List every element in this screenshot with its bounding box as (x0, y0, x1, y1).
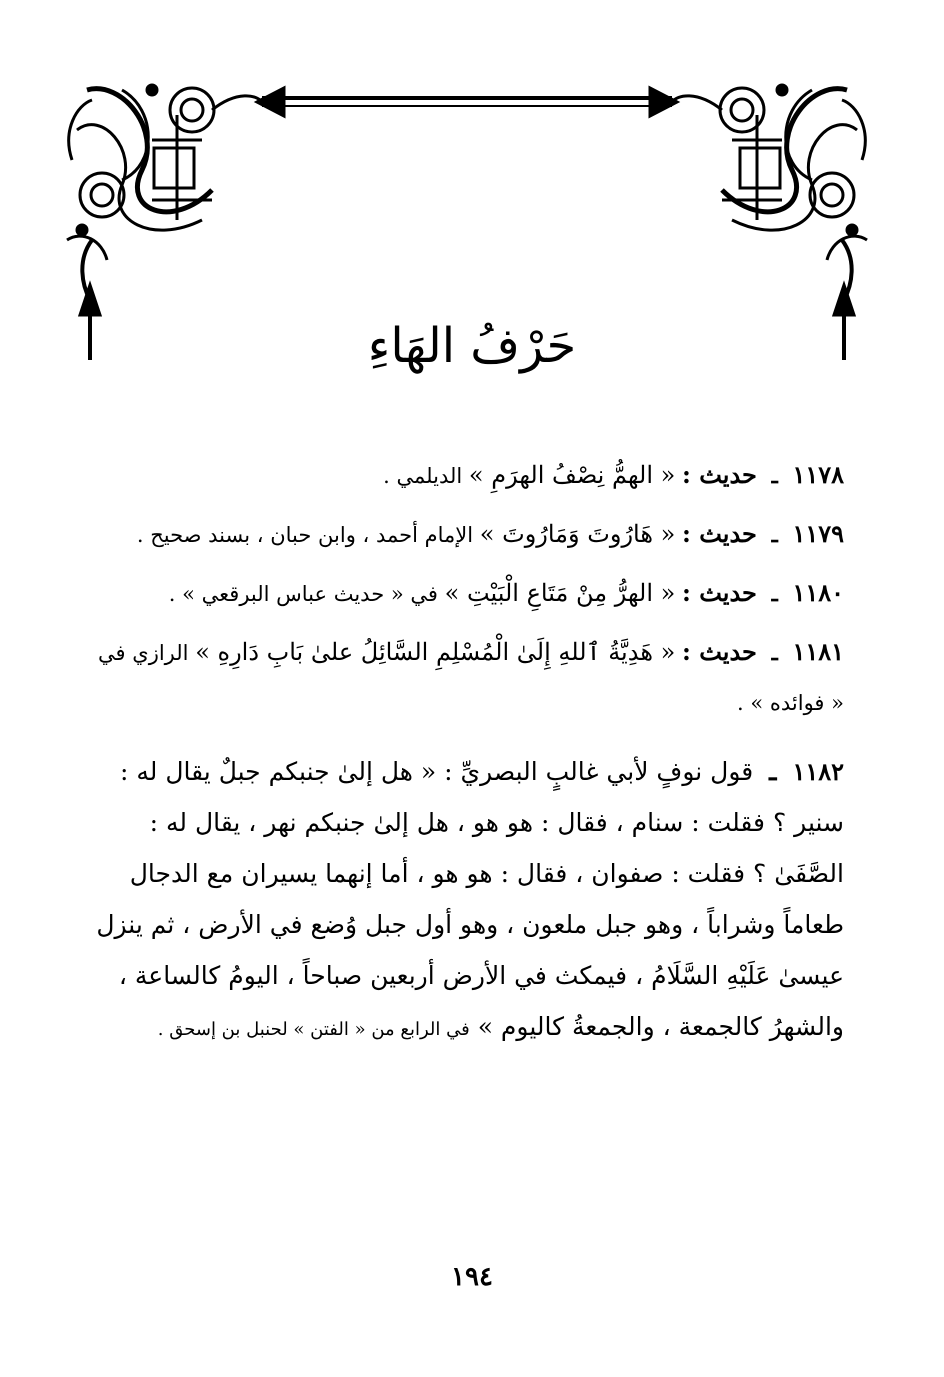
entry-number: ١١٧٨ (792, 460, 844, 489)
hadith-text: « الهرُّ مِنْ مَتَاعِ الْبَيْتِ » (444, 579, 676, 607)
entry-dash: ـ (771, 581, 778, 606)
entry-number: ١١٨٢ (792, 757, 844, 786)
entry-source: الرازي في « فوائده » . (98, 641, 844, 715)
entry-source: الإمام أحمد ، وابن حبان ، بسند صحيح . (136, 523, 474, 547)
entry-1178 (92, 450, 844, 501)
hadith-text: « الهمُّ نِصْفُ الهرَمِ » (468, 461, 676, 489)
entry-number: ١١٨١ (792, 637, 844, 666)
entry-dash: ـ (771, 640, 778, 665)
entry-label: حديث : (682, 637, 757, 666)
entry-source: في « حديث عباس البرقعي » . (168, 582, 438, 606)
entry-dash: ـ (771, 463, 778, 488)
entry-source: في الرابع من « الفتن » لحنبل بن إسحق . (157, 1019, 470, 1040)
entry-1180 (92, 568, 844, 619)
entry-1181 (92, 627, 844, 728)
entry-source: الديلمي . (383, 464, 463, 488)
entry-1182 (92, 746, 844, 1055)
entry-dash: ـ (771, 522, 778, 547)
narration-text: قول نوفٍ لأبي غالبٍ البصريِّ : « هل إلىٰ جنبكم جبلٌ يقال له : سنير ؟ فقلت : سنام ، فقال : هو هو ، هل إلىٰ جنبكم نهر ، يقال له : الصَّفَىٰ ؟ فقلت : صفوان ، فقال : هو هو ، أما إنهما يسيران مع الدجال طعاماً وشراباً ، وهو جبل ملعون ، وهو أول جبل وُضع في الأرض ، ثم ينزل عيسىٰ عَلَيْهِ السَّلَامُ ، فيمكث في الأرض أربعين صباحاً ، اليومُ كالساعة ، والشهرُ كالجمعة ، والجمعةُ كاليوم » (96, 757, 844, 1041)
hadith-text: « هَدِيَّةُ ٱللهِ إِلَىٰ الْمُسْلِمِ السَّائِلُ علىٰ بَابِ دَارِهِ » (195, 638, 676, 666)
chapter-title: حَرْفُ الهَاءِ (367, 318, 577, 374)
entry-label: حديث : (682, 519, 757, 548)
entry-label: حديث : (682, 578, 757, 607)
entry-dash: ـ (769, 757, 777, 786)
entry-1179 (92, 509, 844, 560)
entry-number: ١١٧٩ (792, 519, 844, 548)
hadith-text: « هَارُوتَ وَمَارُوتَ » (479, 520, 676, 548)
entries-list (92, 450, 844, 1063)
entry-number: ١١٨٠ (792, 578, 844, 607)
entry-label: حديث : (682, 460, 757, 489)
page-number: ١٩٤ (451, 1262, 493, 1292)
